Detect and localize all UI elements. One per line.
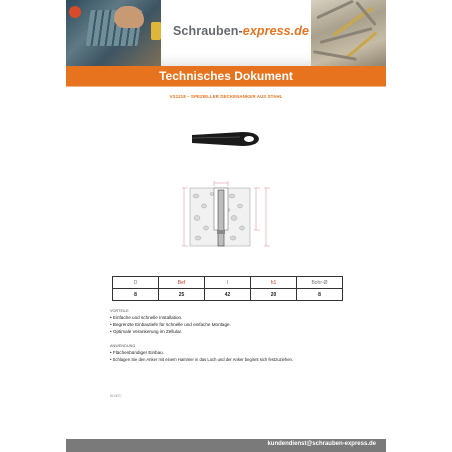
product-image-anchor bbox=[190, 126, 262, 152]
footer-bar bbox=[66, 439, 386, 452]
spec-table bbox=[112, 276, 343, 301]
brand-logo[interactable] bbox=[173, 24, 309, 38]
product-subtitle: VS1218 – SPEZIELLER DECKENANKER AUS STAHL bbox=[169, 94, 283, 99]
title-underline bbox=[66, 86, 386, 87]
spec-value-l: 42 bbox=[205, 289, 251, 301]
spec-header-l: l bbox=[205, 277, 251, 289]
spec-value-d: 8 bbox=[113, 289, 159, 301]
header-banner bbox=[66, 0, 386, 66]
logo-main-text: Schrauben- bbox=[173, 24, 243, 38]
spec-table-value-row bbox=[113, 289, 343, 301]
spec-value-bef: 25 bbox=[159, 289, 205, 301]
document-note: DI-NOT- bbox=[110, 394, 122, 398]
spec-table-header-row bbox=[113, 277, 343, 289]
spec-header-h1: h1 bbox=[251, 277, 297, 289]
footer-email-link[interactable]: kundendienst@schrauben-express.de bbox=[267, 441, 376, 447]
spec-header-bohr: Bohr-Ø bbox=[297, 277, 343, 289]
vorteile-item: • Einfache und schnelle Installation. bbox=[110, 315, 183, 320]
spec-value-bohr: 8 bbox=[297, 289, 343, 301]
logo-accent-text: express.de bbox=[242, 24, 310, 38]
vorteile-title: VORTEILE bbox=[110, 309, 129, 313]
title-bar bbox=[66, 66, 386, 86]
header-photo-screws bbox=[311, 0, 386, 66]
document-title: Technisches Dokument bbox=[159, 69, 293, 83]
spec-header-bef: Bef bbox=[159, 277, 205, 289]
technical-drawing bbox=[176, 176, 276, 256]
header-photo-tools bbox=[66, 0, 161, 66]
anwendung-item: • Schlagen Sie den Anker mit einem Hammer in das Loch und der Anker beginnt sich festzuziehen. bbox=[110, 357, 294, 362]
vorteile-item: • Begrenzte Einbautiefe für schnelle und einfache Montage. bbox=[110, 322, 231, 327]
logo-area bbox=[161, 0, 311, 66]
vorteile-item: • Optimale Verankerung im Zellular. bbox=[110, 329, 183, 334]
anwendung-title: ANWENDUNG bbox=[110, 344, 136, 348]
spec-header-d: D bbox=[113, 277, 159, 289]
spec-value-h1: 20 bbox=[251, 289, 297, 301]
document-page bbox=[66, 0, 386, 452]
anwendung-item: • Flächenbündiger Einbau. bbox=[110, 350, 164, 355]
